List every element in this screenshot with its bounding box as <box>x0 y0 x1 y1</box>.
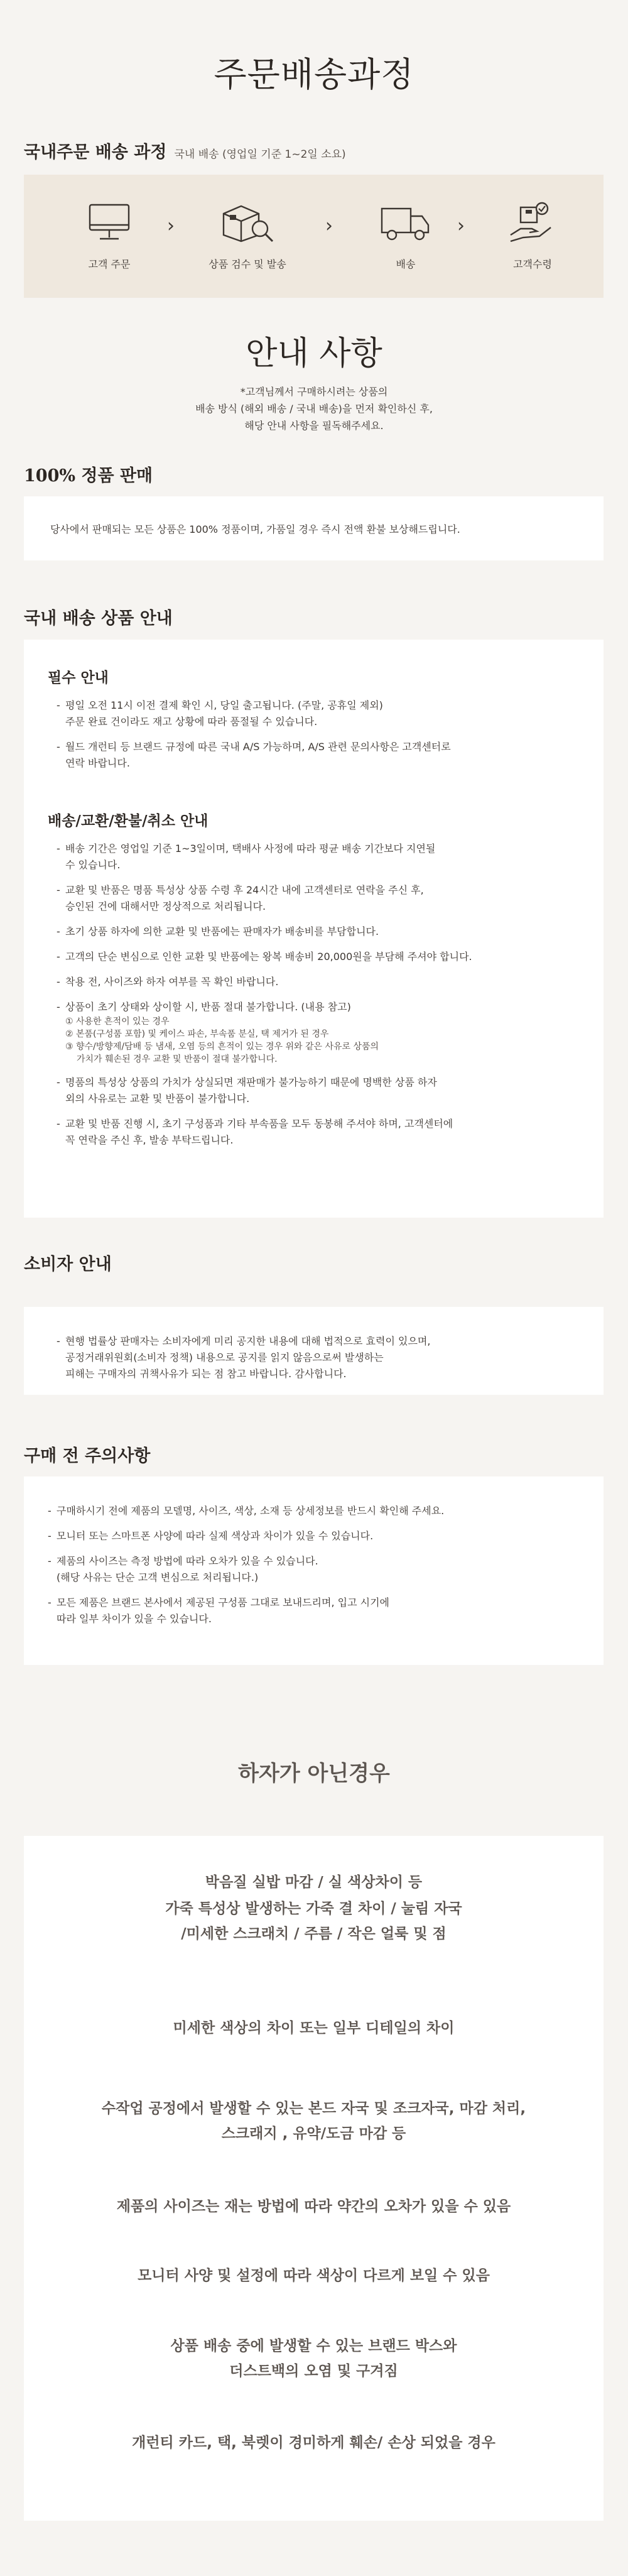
process-subtitle: 국내 배송 (영업일 기준 1~2일 소요) <box>174 148 346 161</box>
genuine-title: 100% 정품 판매 <box>24 466 153 486</box>
step-label: 상품 검수 및 발송 <box>208 258 286 270</box>
list-item: - 배송 기간은 영업일 기준 1~3일이며, 택배사 사정에 따라 평균 배송 기간보다 지연될 수 있습니다. <box>57 843 436 871</box>
defect-item: 모니터 사양 및 설정에 따라 색상이 다르게 보일 수 있음 <box>138 2268 490 2284</box>
list-item: - 착용 전, 사이즈와 하자 여부를 꼭 확인 바랍니다. <box>57 976 279 988</box>
step-shipping <box>355 200 456 271</box>
caution-card <box>24 1476 604 1665</box>
guide-notice <box>0 383 628 434</box>
hand-package-icon <box>504 200 561 245</box>
monitor-icon <box>86 200 133 245</box>
list-item: - 고객의 단순 변심으로 인한 교환 및 반품에는 왕복 배송비 20,000원을 부담해 주셔야 합니다. <box>57 951 472 963</box>
list-item: - 현행 법률상 판매자는 소비자에게 미리 공지한 내용에 대해 법적으로 효력이 있으며, 공정거래위원회(소비자 정책) 내용으로 공지를 읽지 않음으로써 발생하는 피해는 구매자의 귀책사유가 되는 점 참고 바랍니다. 감사합니다. <box>57 1335 431 1380</box>
exchange-title: 배송/교환/환불/취소 안내 <box>48 812 208 829</box>
caution-list <box>48 1503 585 1636</box>
list-item: - 모니터 또는 스마트폰 사양에 따라 실제 색상과 차이가 있을 수 있습니다. <box>48 1530 374 1542</box>
condition-note: 가치가 훼손된 경우 교환 및 반품이 절대 불가합니다. <box>77 1054 278 1064</box>
chevron-right-icon: › <box>167 215 175 237</box>
guide-title: 안내 사항 <box>246 335 382 373</box>
defect-item: 가죽 특성상 발생하는 가죽 결 차이 / 눌림 자국 /미세한 스크래치 / 주름 / 작은 얼룩 및 점 <box>165 1901 462 1942</box>
must-title: 필수 안내 <box>48 669 109 686</box>
genuine-card <box>24 496 604 560</box>
condition-note: ① 사용한 흔적이 있는 경우 <box>65 1017 170 1027</box>
step-label: 고객수령 <box>513 258 552 270</box>
defect-title: 하자가 아닌경우 <box>238 1761 390 1786</box>
defect-item: 상품 배송 중에 발생할 수 있는 브랜드 박스와 더스트백의 오염 및 구겨짐 <box>170 2338 457 2379</box>
guide-line: *고객님께서 구매하시려는 상품의 <box>240 386 388 398</box>
truck-icon <box>377 200 435 245</box>
list-item: - 명품의 특성상 상품의 가치가 상실되면 재판매가 불가능하기 때문에 명백한 상품 하자 외의 사유로는 교환 및 반품이 불가합니다. <box>57 1076 437 1105</box>
condition-note: ② 본품(구성품 포함) 및 케이스 파손, 부속품 분실, 택 제거가 된 경우 <box>65 1029 329 1039</box>
condition-note: ③ 향수/방향제/담배 등 냄새, 오염 등의 흔적이 있는 경우 위와 같은 사유로 상품의 <box>65 1042 379 1052</box>
defect-item: 수작업 공정에서 발생할 수 있는 본드 자국 및 조크자국, 마감 처리, 스크래지 , 유약/도금 마감 등 <box>101 2100 526 2142</box>
process-steps <box>24 175 604 298</box>
list-item: - 교환 및 반품 진행 시, 초기 구성품과 기타 부속품을 모두 동봉해 주셔야 하며, 고객센터에 꼭 연락을 주신 후, 발송 부탁드립니다. <box>57 1118 453 1146</box>
process-header <box>24 138 346 163</box>
list-item: - 상품이 초기 상태와 상이할 시, 반품 절대 불가합니다. (내용 참고) ① 사용한 흔적이 있는 경우 ② 본품(구성품 포함) 및 케이스 파손, 부속품 분실, 택 제거가 된 경우 ③ 향수/방향제/담배 등 냄새, 오염 등의 흔적이 있는 경우 위와 같은 사유로 상품의 가치가 훼손된 경우 교환 및 반품이 절대 불가합니다. <box>57 999 585 1066</box>
list-item: - 평일 오전 11시 이전 결제 확인 시, 당일 출고됩니다. (주말, 공휴일 제외) 주문 완료 건이라도 재고 상황에 따라 품절될 수 있습니다. <box>57 699 383 728</box>
defect-item: 미세한 색상의 차이 또는 일부 디테일의 차이 <box>173 2020 455 2036</box>
guide-line: 배송 방식 (해외 배송 / 국내 배송)을 먼저 확인하신 후, <box>195 403 433 415</box>
list-item: - 초기 상품 하자에 의한 교환 및 반품에는 판매자가 배송비를 부담합니다. <box>57 925 379 937</box>
must-list <box>57 697 585 780</box>
list-item: - 교환 및 반품은 명품 특성상 상품 수령 후 24시간 내에 고객센터로 연락을 주신 후, 승인된 건에 대해서만 정상적으로 처리됩니다. <box>57 884 424 912</box>
step-label: 배송 <box>396 258 416 270</box>
list-item: - 구매하시기 전에 제품의 모델명, 사이즈, 색상, 소재 등 상세정보를 반드시 확인해 주세요. <box>48 1505 445 1517</box>
consumer-card <box>24 1307 604 1395</box>
chevron-right-icon: › <box>457 215 465 237</box>
defect-card <box>24 1836 604 2521</box>
list-item: - 월드 개런티 등 브랜드 규정에 따른 국내 A/S 가능하며, A/S 관련 문의사항은 고객센터로 연락 바랍니다. <box>57 741 451 769</box>
step-receive <box>482 200 583 271</box>
list-item: - 모든 제품은 브랜드 본사에서 제공된 구성품 그대로 보내드리며, 입고 시기에 따라 일부 차이가 있을 수 있습니다. <box>48 1596 389 1625</box>
process-title: 국내주문 배송 과정 <box>24 143 167 162</box>
page-title: 주문배송과정 <box>214 55 414 94</box>
step-label: 고객 주문 <box>88 258 131 270</box>
guide-line: 해당 안내 사항을 필독해주세요. <box>244 420 384 432</box>
genuine-text: 당사에서 판매되는 모든 상품은 100% 정품이며, 가품일 경우 즉시 전액 환불 보상해드립니다. <box>50 523 460 535</box>
box-inspect-icon <box>216 200 279 245</box>
domestic-title: 국내 배송 상품 안내 <box>24 609 173 628</box>
defect-item: 박음질 실밥 마감 / 실 색상차이 등 <box>205 1874 423 1891</box>
exchange-list <box>57 841 585 1157</box>
domestic-card <box>24 640 604 1218</box>
defect-item: 제품의 사이즈는 재는 방법에 따라 약간의 오차가 있을 수 있음 <box>116 2198 511 2215</box>
consumer-title: 소비자 안내 <box>24 1255 112 1274</box>
step-inspect <box>197 200 298 271</box>
step-order <box>59 200 160 271</box>
chevron-right-icon: › <box>325 215 333 237</box>
caution-title: 구매 전 주의사항 <box>24 1446 151 1466</box>
consumer-list <box>57 1333 585 1391</box>
defect-item: 개런티 카드, 택, 북렛이 경미하게 훼손/ 손상 되었을 경우 <box>132 2435 495 2451</box>
list-item: - 제품의 사이즈는 측정 방법에 따라 오차가 있을 수 있습니다. (해당 사유는 단순 고객 변심으로 처리됩니다.) <box>48 1555 318 1583</box>
